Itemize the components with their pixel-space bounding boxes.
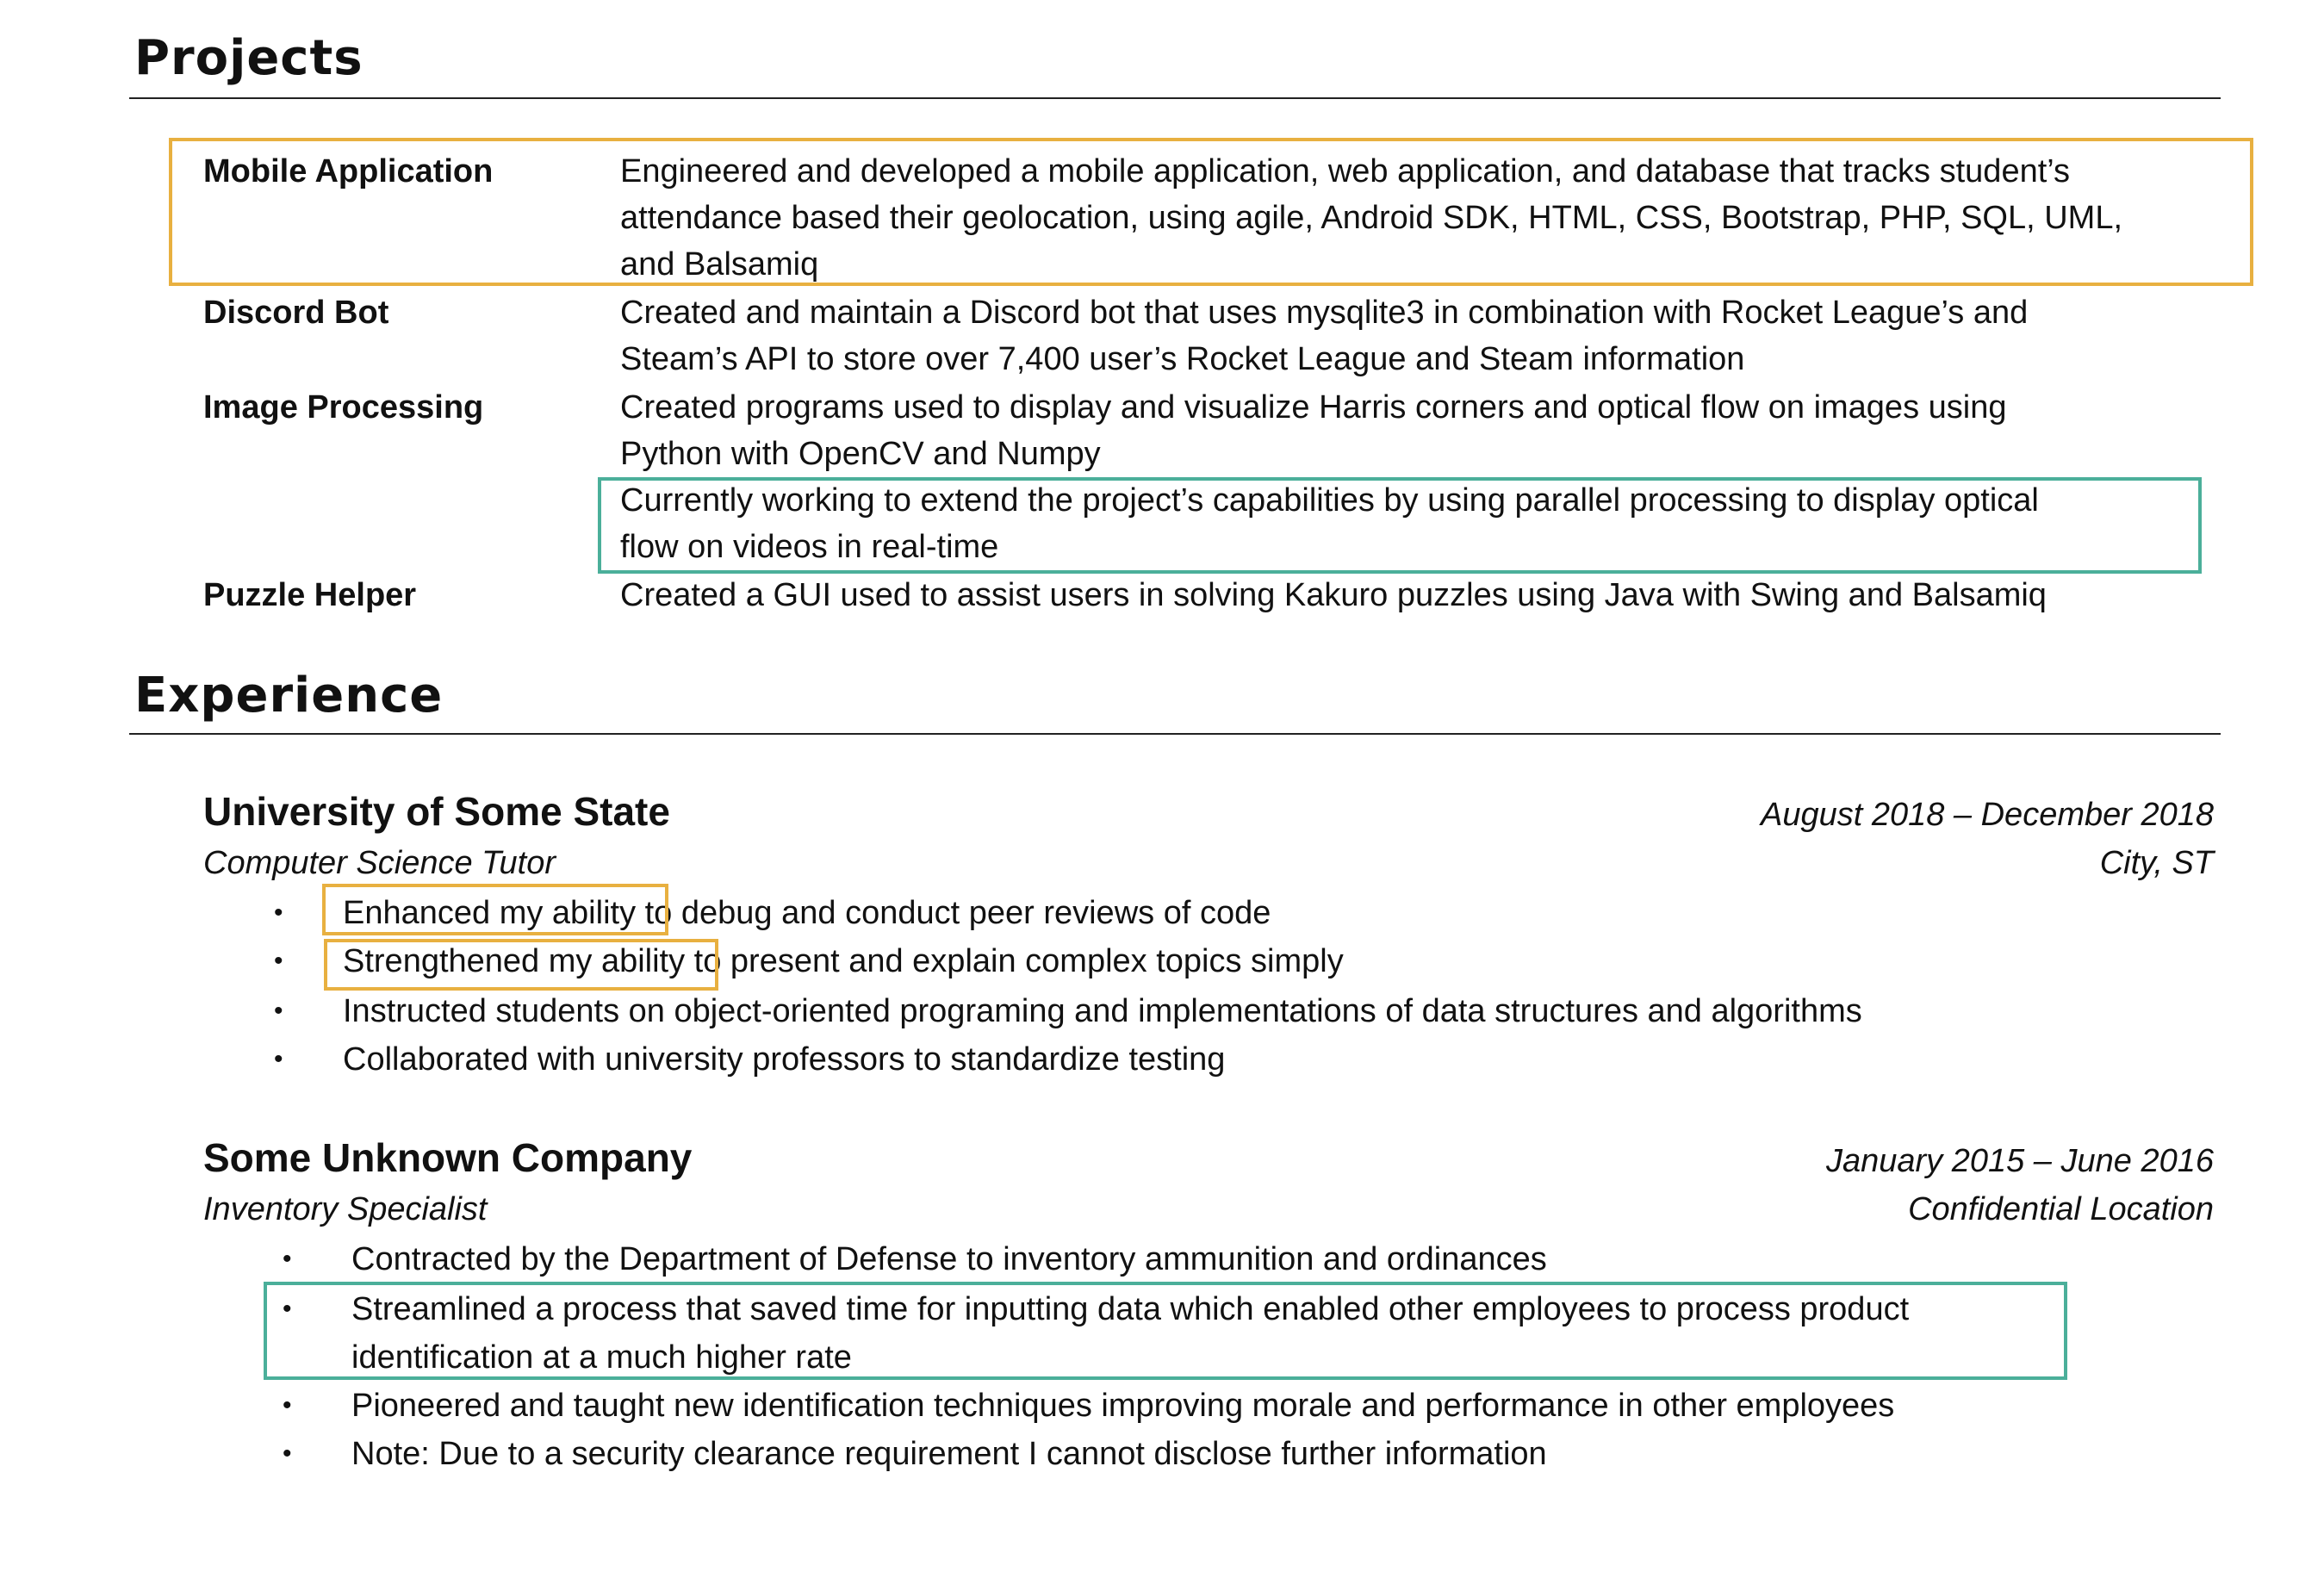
bullet-marker: • xyxy=(283,1439,292,1468)
desc-line: Steam’s API to store over 7,400 user’s Rocket League and Steam information xyxy=(620,341,1745,377)
bullet-marker: • xyxy=(274,1045,283,1073)
bullet-marker: • xyxy=(283,1391,292,1420)
projects-heading: Projects xyxy=(134,30,364,86)
job-bullet-continuation: identification at a much higher rate xyxy=(351,1339,852,1376)
bullet-marker: • xyxy=(274,947,283,975)
job-bullet: Streamlined a process that saved time for inputting data which enabled other employees to process product xyxy=(351,1291,1910,1327)
project-desc-mobile-application xyxy=(620,148,2205,288)
experience-divider xyxy=(129,733,2221,735)
job-role-company: Inventory Specialist xyxy=(203,1191,488,1227)
desc-line: attendance based their geolocation, using agile, Android SDK, HTML, CSS, Bootstrap, PHP, SQL, UML, xyxy=(620,200,2123,236)
project-desc-puzzle-helper xyxy=(620,572,2205,618)
desc-line: flow on videos in real-time xyxy=(620,529,999,565)
desc-line: Currently working to extend the project’s capabilities by using parallel processing to display optical xyxy=(620,482,2039,519)
projects-divider xyxy=(129,97,2221,99)
bullet-marker: • xyxy=(283,1245,292,1273)
job-bullet: Collaborated with university professors to standardize testing xyxy=(343,1041,1226,1078)
job-bullet: Pioneered and taught new identification techniques improving morale and performance in other employees xyxy=(351,1388,1895,1424)
job-location-university: City, ST xyxy=(2099,845,2214,881)
job-bullet: Instructed students on object-oriented programing and implementations of data structures and algorithms xyxy=(343,993,1862,1029)
desc-line: and Balsamiq xyxy=(620,246,819,283)
experience-heading: Experience xyxy=(134,668,444,724)
bullet-marker: • xyxy=(283,1295,292,1323)
job-bullet: Strengthened my ability to present and explain complex topics simply xyxy=(343,943,1344,979)
bullet-marker: • xyxy=(274,898,283,927)
job-role-university: Computer Science Tutor xyxy=(203,845,556,881)
desc-line: Created a GUI used to assist users in solving Kakuro puzzles using Java with Swing and Balsamiq xyxy=(620,577,2047,613)
project-name-image-processing: Image Processing xyxy=(203,389,484,426)
job-dates-company: January 2015 – June 2016 xyxy=(1825,1143,2214,1179)
project-desc-image-processing xyxy=(620,384,2205,570)
job-location-company: Confidential Location xyxy=(1908,1191,2214,1227)
job-bullet: Contracted by the Department of Defense to inventory ammunition and ordinances xyxy=(351,1241,1547,1277)
desc-line: Created programs used to display and visualize Harris corners and optical flow on images using xyxy=(620,389,2007,426)
project-desc-discord-bot xyxy=(620,289,2205,382)
job-bullet: Enhanced my ability to debug and conduct peer reviews of code xyxy=(343,895,1271,931)
job-org-company: Some Unknown Company xyxy=(203,1135,693,1180)
job-bullet: Note: Due to a security clearance requirement I cannot disclose further information xyxy=(351,1436,1547,1472)
desc-line: Engineered and developed a mobile application, web application, and database that tracks student’s xyxy=(620,153,2071,189)
project-name-discord-bot: Discord Bot xyxy=(203,295,389,331)
project-name-puzzle-helper: Puzzle Helper xyxy=(203,577,417,613)
desc-line: Created and maintain a Discord bot that uses mysqlite3 in combination with Rocket League’s and xyxy=(620,295,2029,331)
bullet-marker: • xyxy=(274,997,283,1025)
project-name-mobile-application: Mobile Application xyxy=(203,153,494,189)
desc-line: Python with OpenCV and Numpy xyxy=(620,436,1101,472)
job-dates-university: August 2018 – December 2018 xyxy=(1760,797,2214,833)
job-org-university: University of Some State xyxy=(203,789,670,834)
